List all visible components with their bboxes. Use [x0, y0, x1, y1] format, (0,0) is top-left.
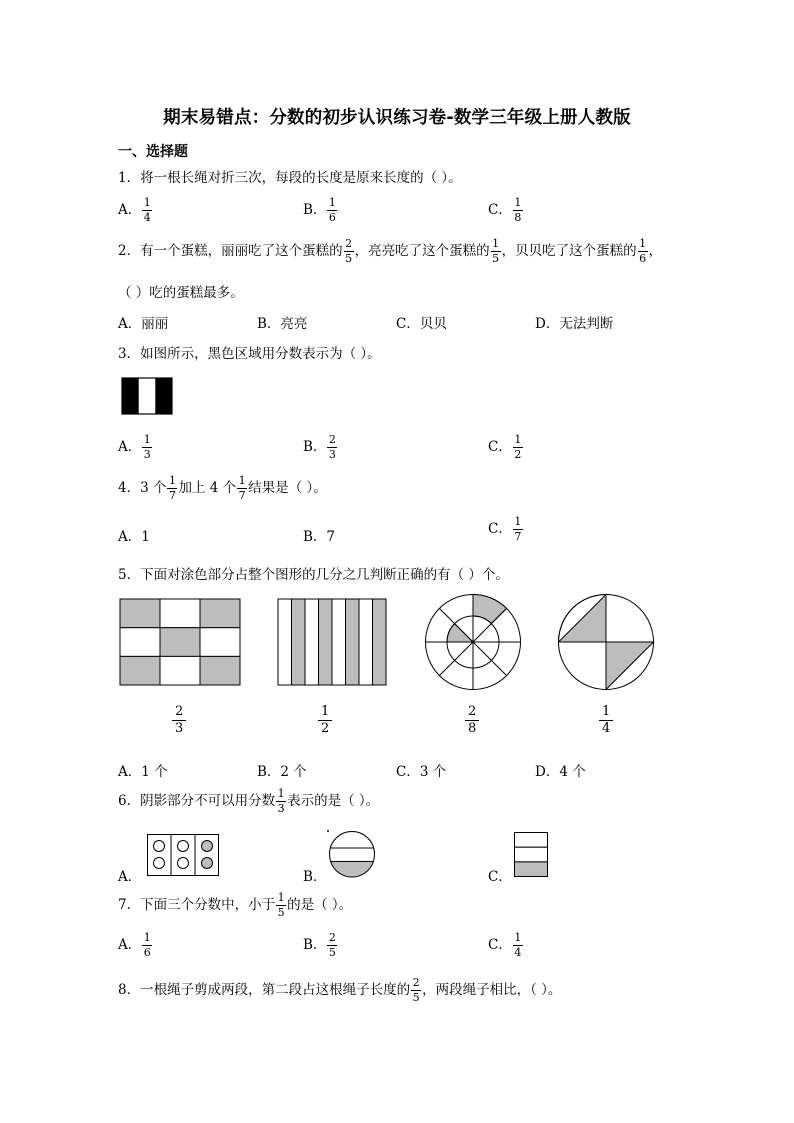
- fraction: $\frac{2}{5}$: [345, 237, 353, 265]
- q3-option-c[interactable]: C． $\frac{1}{2}$: [488, 433, 522, 461]
- q3-option-a[interactable]: A． $\frac{1}{3}$: [118, 433, 151, 461]
- q5-figure-fraction-3: 2 8: [465, 704, 479, 736]
- q2-option-b[interactable]: B．亮亮: [257, 316, 308, 332]
- fraction: $\frac{1}{2}$: [514, 433, 522, 461]
- q5-stripes-figure: [277, 598, 387, 686]
- q1-option-b[interactable]: B． $\frac{1}{6}$: [303, 196, 336, 224]
- q2-option-d[interactable]: D．无法判断: [535, 316, 614, 332]
- fraction: $\frac{1}{3}$: [143, 433, 151, 461]
- section-heading: 一、选择题: [118, 144, 188, 160]
- q5-grid-figure: [119, 598, 243, 686]
- question-2-line2: （ ）吃的蛋糕最多。: [118, 285, 244, 301]
- q2-option-c[interactable]: C．贝贝: [396, 316, 447, 332]
- q5-option-b[interactable]: B．2 个: [257, 764, 307, 780]
- question-1-stem: 1．将一根长绳对折三次，每段的长度是原来长度的（ ）。: [118, 170, 462, 186]
- question-5-stem: 5．下面对涂色部分占整个图形的几分之几判断正确的有（ ）个。: [118, 567, 509, 583]
- q6-option-c[interactable]: C．: [488, 869, 512, 885]
- fraction: $\frac{1}{3}$: [277, 787, 285, 815]
- fraction: $\frac{1}{4}$: [143, 196, 151, 224]
- fraction: $\frac{1}{7}$: [514, 515, 522, 543]
- fraction: $\frac{2}{5}$: [328, 931, 336, 959]
- q6-option-b[interactable]: B．: [303, 869, 327, 885]
- fraction: $\frac{1}{7}$: [238, 474, 246, 502]
- question-6-stem: 6．阴影部分不可以用分数 $\frac{1}{3}$ 表示的是（ ）。: [118, 787, 380, 815]
- q6-circles-figure: [147, 834, 219, 876]
- fraction: $\frac{2}{3}$: [328, 433, 336, 461]
- question-2-stem: 2．有一个蛋糕，丽丽吃了这个蛋糕的 $\frac{2}{5}$ ，亮亮吃了这个蛋糕的 $\frac{1}{5}$ ，贝贝吃了这个蛋糕的 $\frac{1}{6}$ ，: [118, 237, 663, 265]
- q7-option-a[interactable]: A． $\frac{1}{6}$: [118, 931, 151, 959]
- q5-option-d[interactable]: D．4 个: [535, 764, 586, 780]
- fraction: $\frac{1}{5}$: [277, 891, 285, 919]
- question-4-stem: 4．3 个 $\frac{1}{7}$ 加上 4 个 $\frac{1}{7}$ 结果是（ ）。: [118, 474, 327, 502]
- fraction: $\frac{1}{7}$: [168, 474, 176, 502]
- q2-option-a[interactable]: A．丽丽: [118, 316, 169, 332]
- fraction: $\frac{1}{6}$: [639, 237, 647, 265]
- q5-option-c[interactable]: C．3 个: [396, 764, 447, 780]
- fraction: $\frac{2}{5}$: [412, 976, 420, 1004]
- q5-ring-figure: [424, 593, 522, 691]
- page-title: 期末易错点：分数的初步认识练习卷-数学三年级上册人教版: [163, 108, 631, 128]
- q5-figure-fraction-2: 1 2: [318, 704, 332, 736]
- q1-option-c[interactable]: C． $\frac{1}{8}$: [488, 196, 522, 224]
- fraction: $\frac{1}{6}$: [328, 196, 336, 224]
- q7-option-b[interactable]: B． $\frac{2}{5}$: [303, 931, 336, 959]
- q5-circle-figure: [557, 593, 655, 691]
- question-3-stem: 3．如图所示，黑色区域用分数表示为（ ）。: [118, 346, 381, 362]
- fraction: $\frac{1}{5}$: [492, 237, 500, 265]
- fraction: $\frac{1}{4}$: [514, 931, 522, 959]
- q5-figure-fraction-4: 1 4: [599, 704, 613, 736]
- fraction: $\frac{1}{8}$: [514, 196, 522, 224]
- question-8-stem: 8．一根绳子剪成两段，第二段占这根绳子长度的 $\frac{2}{5}$ ，两段绳子相比，（ ）。: [118, 976, 562, 1004]
- q3-figure: [121, 377, 173, 415]
- q5-option-a[interactable]: A．1 个: [118, 764, 168, 780]
- q4-option-a[interactable]: A．1: [118, 529, 150, 545]
- q6-circle-figure: [326, 828, 376, 878]
- fraction: $\frac{1}{6}$: [143, 931, 151, 959]
- q1-option-a[interactable]: A． $\frac{1}{4}$: [118, 196, 151, 224]
- q4-option-b[interactable]: B．7: [303, 529, 336, 545]
- q7-option-c[interactable]: C． $\frac{1}{4}$: [488, 931, 522, 959]
- q6-bar-figure: [514, 832, 548, 878]
- q6-option-a[interactable]: A．: [118, 869, 142, 885]
- q4-option-c[interactable]: C． $\frac{1}{7}$: [488, 515, 522, 543]
- q3-option-b[interactable]: B． $\frac{2}{3}$: [303, 433, 336, 461]
- q5-figure-fraction-1: 2 3: [172, 704, 186, 736]
- question-7-stem: 7．下面三个分数中，小于 $\frac{1}{5}$ 的是（ ）。: [118, 891, 353, 919]
